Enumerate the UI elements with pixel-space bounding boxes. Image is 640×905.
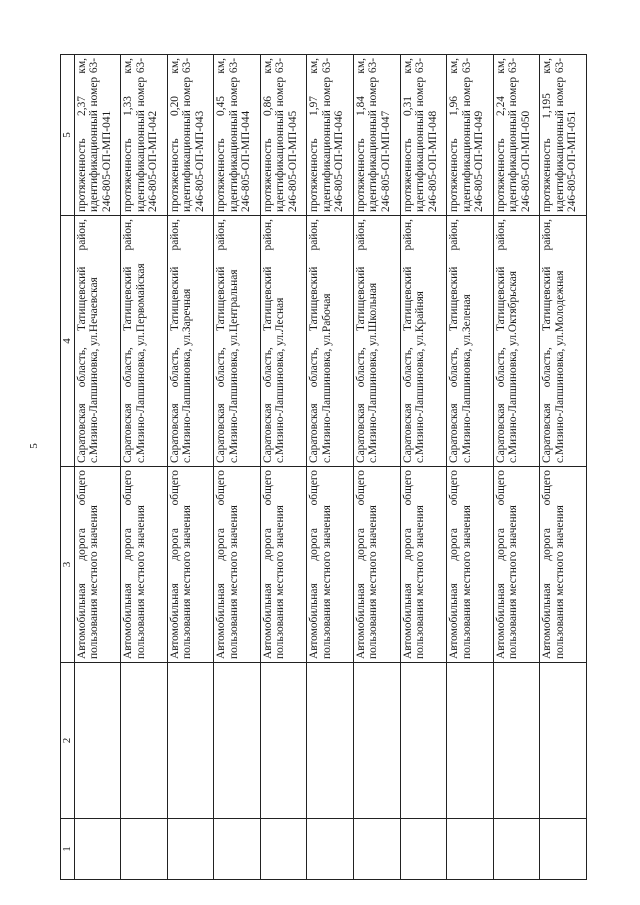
row-col-2 (400, 663, 447, 819)
row-c4-cell (353, 216, 400, 467)
table-row (493, 55, 540, 880)
row-c3-cell (167, 467, 214, 663)
row-c4-cell (167, 216, 214, 467)
row-c3-cell (214, 467, 261, 663)
roads-table (60, 54, 587, 880)
row-col-2 (307, 663, 354, 819)
row-c5-cell (121, 55, 168, 216)
row-c5-cell (493, 55, 540, 216)
header-col-2: 2 (61, 663, 75, 819)
row-c5-cell (307, 55, 354, 216)
row-col-2 (540, 663, 587, 819)
object-details: протяженность 1,84 км, идентификационный номер 63-246-805-ОП-МП-047 (354, 58, 392, 212)
row-c4-cell (214, 216, 261, 467)
object-details: протяженность 0,31 км, идентификационный номер 63-246-805-ОП-МП-048 (401, 58, 439, 212)
table-row (74, 55, 121, 880)
row-col-1 (260, 819, 307, 880)
row-c3-cell (400, 467, 447, 663)
header-col-1: 1 (61, 819, 75, 880)
row-col-1 (540, 819, 587, 880)
object-details: протяженность 1,97 км, идентификационный номер 63-246-805-ОП-МП-046 (308, 58, 346, 212)
object-name: Автомобильная дорога общего пользования местного значения (354, 470, 380, 659)
row-col-2 (260, 663, 307, 819)
row-c5-cell (74, 55, 121, 216)
table-row (353, 55, 400, 880)
header-row (61, 55, 75, 880)
object-details: протяженность 1,33 км, идентификационный номер 63-246-805-ОП-МП-042 (122, 58, 160, 212)
row-c5-cell (214, 55, 261, 216)
object-details: протяженность 0,20 км, идентификационный номер 63-246-805-ОП-МП-043 (168, 58, 206, 212)
object-name: Автомобильная дорога общего пользования местного значения (261, 470, 287, 659)
row-c3-cell (540, 467, 587, 663)
row-col-2 (167, 663, 214, 819)
row-col-1 (121, 819, 168, 880)
row-c4-cell (260, 216, 307, 467)
object-name: Автомобильная дорога общего пользования местного значения (308, 470, 333, 659)
object-name: Автомобильная дорога общего пользования местного значения (75, 470, 100, 659)
object-details: протяженность 1,195 км, идентификационный номер 63-246-805-ОП-МП-051 (541, 58, 579, 212)
row-col-1 (214, 819, 261, 880)
row-c4-cell (540, 216, 587, 467)
row-col-2 (447, 663, 494, 819)
row-c4-cell (493, 216, 540, 467)
row-c5-cell (260, 55, 307, 216)
table-row (121, 55, 168, 880)
object-address: Саратовская область, Татищевский район, с.Мизино-Лапшиновка, ул.Крайняя (401, 219, 427, 463)
table-row (400, 55, 447, 880)
object-details: протяженность 1,96 км, идентификационный номер 63-246-805-ОП-МП-049 (448, 58, 486, 212)
table-body (74, 55, 587, 880)
object-name: Автомобильная дорога общего пользования местного значения (541, 470, 566, 659)
object-address: Саратовская область, Татищевский район, с.Мизино-Лапшиновка, ул.Зеленая (448, 219, 473, 463)
object-address: Саратовская область, Татищевский район, с.Мизино-Лапшиновка, ул.Нечаевская (75, 219, 100, 463)
header-col-3: 3 (61, 467, 75, 663)
object-address: Саратовская область, Татищевский район, с.Мизино-Лапшиновка, ул.Рабочая (308, 219, 333, 463)
row-c3-cell (74, 467, 121, 663)
object-address: Саратовская область, Татищевский район, с.Мизино-Лапшиновка, ул.Лесная (261, 219, 287, 463)
header-col-4: 4 (61, 216, 75, 467)
object-address: Саратовская область, Татищевский район, с.Мизино-Лапшиновка, ул.Школьная (354, 219, 380, 463)
row-col-1 (493, 819, 540, 880)
object-details: протяженность 2,24 км, идентификационный номер 63-246-805-ОП-МП-050 (494, 58, 532, 212)
table-row (447, 55, 494, 880)
rotated-table-container (60, 60, 587, 880)
row-c5-cell (447, 55, 494, 216)
row-col-2 (121, 663, 168, 819)
row-col-1 (400, 819, 447, 880)
row-c3-cell (353, 467, 400, 663)
table-row (260, 55, 307, 880)
row-c5-cell (167, 55, 214, 216)
row-col-2 (74, 663, 121, 819)
object-details: протяженность 2,37 км, идентификационный номер 63-246-805-ОП-МП-041 (75, 58, 113, 212)
row-c3-cell (121, 467, 168, 663)
row-c5-cell (353, 55, 400, 216)
row-c3-cell (493, 467, 540, 663)
row-col-1 (353, 819, 400, 880)
object-name: Автомобильная дорога общего пользования местного значения (215, 470, 240, 659)
row-c4-cell (447, 216, 494, 467)
row-col-2 (493, 663, 540, 819)
row-col-2 (214, 663, 261, 819)
row-c4-cell (307, 216, 354, 467)
row-c5-cell (540, 55, 587, 216)
row-col-1 (447, 819, 494, 880)
table-row (540, 55, 587, 880)
row-col-2 (353, 663, 400, 819)
row-col-1 (167, 819, 214, 880)
object-address: Саратовская область, Татищевский район, с.Мизино-Лапшиновка, ул.Октябрьская (494, 219, 520, 463)
table-row (214, 55, 261, 880)
row-c4-cell (400, 216, 447, 467)
row-c5-cell (400, 55, 447, 216)
row-col-1 (74, 819, 121, 880)
header-col-5: 5 (61, 55, 75, 216)
object-name: Автомобильная дорога общего пользования местного значения (168, 470, 194, 659)
object-details: протяженность 0,45 км, идентификационный номер 63-246-805-ОП-МП-044 (215, 58, 253, 212)
row-c3-cell (260, 467, 307, 663)
object-address: Саратовская область, Татищевский район, с.Мизино-Лапшиновка, ул.Заречная (168, 219, 194, 463)
row-c4-cell (121, 216, 168, 467)
row-col-1 (307, 819, 354, 880)
table-row (167, 55, 214, 880)
row-c3-cell (447, 467, 494, 663)
object-address: Саратовская область, Татищевский район, с.Мизино-Лапшиновка, ул.Центральная (215, 219, 240, 463)
object-name: Автомобильная дорога общего пользования местного значения (401, 470, 427, 659)
page-number: 5 (28, 443, 40, 449)
object-name: Автомобильная дорога общего пользования местного значения (122, 470, 147, 659)
object-address: Саратовская область, Татищевский район, с.Мизино-Лапшиновка, ул.Первомайская (122, 219, 147, 463)
object-details: протяженность 0,86 км, идентификационный номер 63-246-805-ОП-МП-045 (261, 58, 299, 212)
table-row (307, 55, 354, 880)
object-name: Автомобильная дорога общего пользования местного значения (448, 470, 473, 659)
row-c4-cell (74, 216, 121, 467)
object-name: Автомобильная дорога общего пользования местного значения (494, 470, 520, 659)
object-address: Саратовская область, Татищевский район, с.Мизино-Лапшиновка, ул.Молодежная (541, 219, 566, 463)
row-c3-cell (307, 467, 354, 663)
